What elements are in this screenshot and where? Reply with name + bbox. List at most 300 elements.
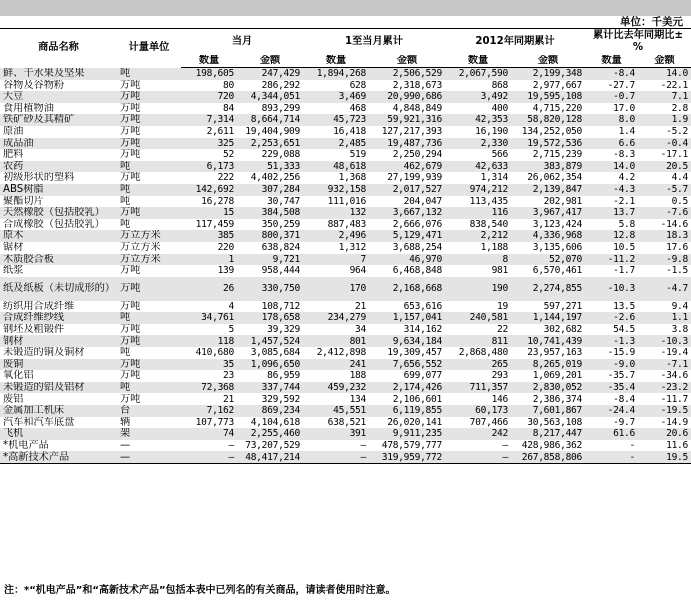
cumulative-amount: 6,468,848 xyxy=(369,265,445,277)
table-row xyxy=(0,312,691,324)
header-prior-year: 2012年同期累计 xyxy=(445,29,585,56)
header-current-month: 当月 xyxy=(181,29,303,56)
month-qty: 118 xyxy=(181,335,237,347)
cumulative-amount: 5,129,471 xyxy=(369,230,445,242)
yoy-amount: -5.2 xyxy=(638,126,691,138)
prior-amount: 10,741,439 xyxy=(511,335,585,347)
cumulative-qty: 468 xyxy=(303,103,369,115)
yoy-amount: 7.1 xyxy=(638,91,691,103)
cumulative-qty: 519 xyxy=(303,149,369,161)
month-amount: 350,259 xyxy=(237,219,303,231)
prior-amount: 1,069,201 xyxy=(511,370,585,382)
header-unit: 计量单位 xyxy=(117,29,181,68)
cumulative-qty: 45,723 xyxy=(303,114,369,126)
row-name: 谷物及谷物粉 xyxy=(0,80,117,92)
row-name: 聚酯切片 xyxy=(0,196,117,208)
row-name: 钢坯及粗锻件 xyxy=(0,324,117,336)
month-amount: 108,712 xyxy=(237,301,303,313)
row-name: 纺织用合成纤维 xyxy=(0,301,117,313)
yoy-qty: -9.7 xyxy=(585,417,638,429)
cumulative-qty: 2,485 xyxy=(303,138,369,150)
month-qty: 52 xyxy=(181,149,237,161)
header-qty: 数量 xyxy=(181,55,237,68)
table-row xyxy=(0,230,691,242)
row-unit: 万吨 xyxy=(117,103,181,115)
yoy-amount: -7.1 xyxy=(638,359,691,371)
yoy-qty: 10.5 xyxy=(585,242,638,254)
month-qty: 107,773 xyxy=(181,417,237,429)
prior-qty: 16,190 xyxy=(445,126,511,138)
header-amount: 金额 xyxy=(638,55,691,68)
yoy-qty: -27.7 xyxy=(585,80,638,92)
table-row xyxy=(0,172,691,184)
yoy-qty: 13.7 xyxy=(585,207,638,219)
row-name: 原油 xyxy=(0,126,117,138)
prior-amount: 7,601,867 xyxy=(511,405,585,417)
yoy-qty: 61.6 xyxy=(585,428,638,440)
month-amount: 39,329 xyxy=(237,324,303,336)
cumulative-amount: 2,250,294 xyxy=(369,149,445,161)
month-amount: 178,658 xyxy=(237,312,303,324)
table-row xyxy=(0,219,691,231)
prior-amount: 2,715,239 xyxy=(511,149,585,161)
cumulative-qty: 801 xyxy=(303,335,369,347)
month-qty: 15 xyxy=(181,207,237,219)
month-qty: 84 xyxy=(181,103,237,115)
cumulative-qty: 1,894,268 xyxy=(303,68,369,80)
top-band xyxy=(0,0,691,16)
row-unit: 吨 xyxy=(117,312,181,324)
table-row xyxy=(0,103,691,115)
row-unit: 万吨 xyxy=(117,207,181,219)
row-unit: 吨 xyxy=(117,347,181,359)
month-amount: 73,207,529 xyxy=(237,440,303,452)
row-unit: 万吨 xyxy=(117,324,181,336)
cumulative-qty: 391 xyxy=(303,428,369,440)
prior-qty: 42,633 xyxy=(445,161,511,173)
yoy-amount: -1.5 xyxy=(638,265,691,277)
table-row xyxy=(0,370,691,382)
yoy-qty: -1.7 xyxy=(585,265,638,277)
cumulative-amount: 127,217,393 xyxy=(369,126,445,138)
prior-qty: 811 xyxy=(445,335,511,347)
row-name: 农药 xyxy=(0,161,117,173)
month-amount: 958,444 xyxy=(237,265,303,277)
table-row xyxy=(0,405,691,417)
prior-qty: 981 xyxy=(445,265,511,277)
table-row xyxy=(0,254,691,266)
table-row xyxy=(0,359,691,371)
yoy-qty: -2.6 xyxy=(585,312,638,324)
row-unit: 吨 xyxy=(117,219,181,231)
month-qty: 142,692 xyxy=(181,184,237,196)
yoy-amount: -14.6 xyxy=(638,219,691,231)
yoy-amount: 3.8 xyxy=(638,324,691,336)
month-qty: 139 xyxy=(181,265,237,277)
cumulative-amount: 204,047 xyxy=(369,196,445,208)
prior-amount: 58,820,128 xyxy=(511,114,585,126)
row-unit: — xyxy=(117,451,181,463)
yoy-qty: -24.4 xyxy=(585,405,638,417)
cumulative-amount: 3,688,254 xyxy=(369,242,445,254)
row-unit: 万吨 xyxy=(117,393,181,405)
table-row xyxy=(0,335,691,347)
table-row xyxy=(0,207,691,219)
month-amount: 307,284 xyxy=(237,184,303,196)
month-amount: 1,096,650 xyxy=(237,359,303,371)
table-row xyxy=(0,68,691,80)
month-qty: 16,278 xyxy=(181,196,237,208)
row-unit: 辆 xyxy=(117,417,181,429)
month-qty: 6,173 xyxy=(181,161,237,173)
table-row xyxy=(0,393,691,405)
footnote: 注：*“机电产品”和“高新技术产品”包括本表中已列名的有关商品，请读者使用时注意。 xyxy=(4,585,396,596)
row-unit: 万吨 xyxy=(117,172,181,184)
header-qty: 数量 xyxy=(303,55,369,68)
row-name: 未锻造的铝及铝材 xyxy=(0,382,117,394)
prior-amount: 3,123,424 xyxy=(511,219,585,231)
table-row xyxy=(0,138,691,150)
cumulative-qty: 134 xyxy=(303,393,369,405)
row-unit: 万吨 xyxy=(117,91,181,103)
table-row xyxy=(0,277,691,301)
prior-qty: — xyxy=(445,440,511,452)
yoy-amount: -23.2 xyxy=(638,382,691,394)
row-unit: — xyxy=(117,440,181,452)
cumulative-amount: 7,656,552 xyxy=(369,359,445,371)
month-amount: 19,404,909 xyxy=(237,126,303,138)
prior-amount: 267,858,806 xyxy=(511,451,585,463)
month-qty: 72,368 xyxy=(181,382,237,394)
cumulative-qty: 111,016 xyxy=(303,196,369,208)
yoy-qty: - xyxy=(585,440,638,452)
prior-qty: 2,330 xyxy=(445,138,511,150)
table-row xyxy=(0,242,691,254)
cumulative-qty: — xyxy=(303,451,369,463)
month-qty: 7,162 xyxy=(181,405,237,417)
table-row xyxy=(0,301,691,313)
yoy-qty: -0.7 xyxy=(585,91,638,103)
row-unit: 架 xyxy=(117,428,181,440)
prior-amount: 52,070 xyxy=(511,254,585,266)
row-name: 钢材 xyxy=(0,335,117,347)
yoy-amount: -14.9 xyxy=(638,417,691,429)
month-amount: 30,747 xyxy=(237,196,303,208)
month-qty: 117,459 xyxy=(181,219,237,231)
table-row xyxy=(0,382,691,394)
table-row xyxy=(0,347,691,359)
row-name: *机电产品 xyxy=(0,440,117,452)
prior-qty: — xyxy=(445,451,511,463)
yoy-amount: -19.4 xyxy=(638,347,691,359)
prior-qty: 19 xyxy=(445,301,511,313)
month-amount: 4,402,256 xyxy=(237,172,303,184)
row-unit: 万吨 xyxy=(117,265,181,277)
month-amount: 1,457,524 xyxy=(237,335,303,347)
yoy-qty: -1.3 xyxy=(585,335,638,347)
yoy-amount: -34.6 xyxy=(638,370,691,382)
prior-qty: 146 xyxy=(445,393,511,405)
prior-amount: 4,715,220 xyxy=(511,103,585,115)
prior-amount: 134,252,050 xyxy=(511,126,585,138)
row-name: *高新技术产品 xyxy=(0,451,117,463)
yoy-qty: 17.0 xyxy=(585,103,638,115)
header-cumulative: 1至当月累计 xyxy=(303,29,445,56)
row-name: 氧化铝 xyxy=(0,370,117,382)
row-unit: 吨 xyxy=(117,382,181,394)
cumulative-qty: 3,469 xyxy=(303,91,369,103)
table-row xyxy=(0,265,691,277)
header-amount: 金额 xyxy=(237,55,303,68)
row-unit: 万吨 xyxy=(117,370,181,382)
month-qty: 26 xyxy=(181,277,237,301)
prior-amount: 2,977,667 xyxy=(511,80,585,92)
prior-qty: 3,492 xyxy=(445,91,511,103)
row-name: 合成纤维纱线 xyxy=(0,312,117,324)
yoy-amount: -22.1 xyxy=(638,80,691,92)
prior-amount: 3,135,606 xyxy=(511,242,585,254)
table-row xyxy=(0,184,691,196)
cumulative-amount: 1,157,041 xyxy=(369,312,445,324)
prior-amount: 428,986,362 xyxy=(511,440,585,452)
prior-qty: 1,314 xyxy=(445,172,511,184)
yoy-amount: 14.0 xyxy=(638,68,691,80)
prior-qty: 42,353 xyxy=(445,114,511,126)
month-qty: 4 xyxy=(181,301,237,313)
month-amount: 86,959 xyxy=(237,370,303,382)
cumulative-amount: 462,679 xyxy=(369,161,445,173)
cumulative-qty: 459,232 xyxy=(303,382,369,394)
row-unit: 万吨 xyxy=(117,277,181,301)
row-unit: 万立方米 xyxy=(117,254,181,266)
month-qty: 35 xyxy=(181,359,237,371)
month-qty: 34,761 xyxy=(181,312,237,324)
month-qty: 220 xyxy=(181,242,237,254)
row-unit: 万吨 xyxy=(117,301,181,313)
cumulative-qty: 2,496 xyxy=(303,230,369,242)
prior-amount: 383,879 xyxy=(511,161,585,173)
header-qty: 数量 xyxy=(445,55,511,68)
cumulative-qty: 34 xyxy=(303,324,369,336)
row-unit: 万立方米 xyxy=(117,242,181,254)
row-unit: 万吨 xyxy=(117,335,181,347)
cumulative-amount: 26,020,141 xyxy=(369,417,445,429)
month-amount: 8,664,714 xyxy=(237,114,303,126)
prior-amount: 19,595,108 xyxy=(511,91,585,103)
table-row xyxy=(0,149,691,161)
cumulative-amount: 9,634,184 xyxy=(369,335,445,347)
cumulative-qty: 887,483 xyxy=(303,219,369,231)
yoy-qty: 13.5 xyxy=(585,301,638,313)
yoy-amount: 0.5 xyxy=(638,196,691,208)
table-row xyxy=(0,324,691,336)
row-name: 肥料 xyxy=(0,149,117,161)
table-row xyxy=(0,114,691,126)
table-row xyxy=(0,91,691,103)
table-row xyxy=(0,196,691,208)
table-row xyxy=(0,126,691,138)
yoy-qty: -10.3 xyxy=(585,277,638,301)
header-qty: 数量 xyxy=(585,55,638,68)
cumulative-amount: 2,506,529 xyxy=(369,68,445,80)
row-unit: 万吨 xyxy=(117,138,181,150)
row-name: 食用植物油 xyxy=(0,103,117,115)
row-name: 锯材 xyxy=(0,242,117,254)
row-unit: 吨 xyxy=(117,184,181,196)
month-qty: 720 xyxy=(181,91,237,103)
yoy-amount: -17.1 xyxy=(638,149,691,161)
prior-qty: 868 xyxy=(445,80,511,92)
prior-amount: 26,062,354 xyxy=(511,172,585,184)
prior-qty: 838,540 xyxy=(445,219,511,231)
month-qty: 5 xyxy=(181,324,237,336)
yoy-amount: 1.1 xyxy=(638,312,691,324)
month-amount: 286,292 xyxy=(237,80,303,92)
unit-label: 单位：千美元 xyxy=(620,16,683,28)
prior-qty: 293 xyxy=(445,370,511,382)
prior-amount: 2,386,374 xyxy=(511,393,585,405)
month-qty: 23 xyxy=(181,370,237,382)
cumulative-amount: 478,579,777 xyxy=(369,440,445,452)
yoy-qty: 8.0 xyxy=(585,114,638,126)
cumulative-amount: 27,199,939 xyxy=(369,172,445,184)
yoy-amount: -0.4 xyxy=(638,138,691,150)
cumulative-amount: 59,921,316 xyxy=(369,114,445,126)
yoy-amount: 11.6 xyxy=(638,440,691,452)
month-qty: 2,611 xyxy=(181,126,237,138)
cumulative-qty: 638,521 xyxy=(303,417,369,429)
prior-qty: 711,357 xyxy=(445,382,511,394)
row-unit: 台 xyxy=(117,405,181,417)
cumulative-qty: 7 xyxy=(303,254,369,266)
month-amount: 384,508 xyxy=(237,207,303,219)
prior-qty: 240,581 xyxy=(445,312,511,324)
row-unit: 万吨 xyxy=(117,359,181,371)
prior-amount: 23,957,163 xyxy=(511,347,585,359)
month-qty: — xyxy=(181,451,237,463)
cumulative-qty: 964 xyxy=(303,265,369,277)
prior-amount: 4,336,968 xyxy=(511,230,585,242)
prior-qty: 400 xyxy=(445,103,511,115)
yoy-amount: -9.8 xyxy=(638,254,691,266)
yoy-amount: -4.7 xyxy=(638,277,691,301)
cumulative-qty: 2,412,898 xyxy=(303,347,369,359)
yoy-qty: - xyxy=(585,451,638,463)
cumulative-qty: 234,279 xyxy=(303,312,369,324)
row-name: 废铝 xyxy=(0,393,117,405)
yoy-qty: 4.2 xyxy=(585,172,638,184)
yoy-qty: 54.5 xyxy=(585,324,638,336)
yoy-qty: 14.0 xyxy=(585,161,638,173)
row-name: 成品油 xyxy=(0,138,117,150)
row-unit: 万吨 xyxy=(117,149,181,161)
yoy-qty: 5.8 xyxy=(585,219,638,231)
month-qty: 21 xyxy=(181,393,237,405)
row-name: 汽车和汽车底盘 xyxy=(0,417,117,429)
yoy-amount: 17.6 xyxy=(638,242,691,254)
yoy-amount: 20.6 xyxy=(638,428,691,440)
cumulative-qty: 48,618 xyxy=(303,161,369,173)
cumulative-amount: 2,318,673 xyxy=(369,80,445,92)
cumulative-amount: 2,666,076 xyxy=(369,219,445,231)
yoy-qty: -8.4 xyxy=(585,68,638,80)
prior-qty: 974,212 xyxy=(445,184,511,196)
cumulative-amount: 2,174,426 xyxy=(369,382,445,394)
yoy-qty: -15.9 xyxy=(585,347,638,359)
row-name: 原木 xyxy=(0,230,117,242)
yoy-qty: -2.1 xyxy=(585,196,638,208)
yoy-amount: 20.5 xyxy=(638,161,691,173)
yoy-amount: -19.5 xyxy=(638,405,691,417)
cumulative-qty: 188 xyxy=(303,370,369,382)
yoy-amount: 4.4 xyxy=(638,172,691,184)
table-row xyxy=(0,161,691,173)
cumulative-qty: 21 xyxy=(303,301,369,313)
prior-amount: 2,139,847 xyxy=(511,184,585,196)
month-amount: 4,344,051 xyxy=(237,91,303,103)
cumulative-amount: 699,077 xyxy=(369,370,445,382)
prior-qty: 2,067,590 xyxy=(445,68,511,80)
row-unit: 万吨 xyxy=(117,114,181,126)
cumulative-amount: 46,970 xyxy=(369,254,445,266)
month-amount: 329,592 xyxy=(237,393,303,405)
yoy-amount: 18.3 xyxy=(638,230,691,242)
cumulative-amount: 314,162 xyxy=(369,324,445,336)
prior-amount: 2,830,052 xyxy=(511,382,585,394)
month-amount: 9,721 xyxy=(237,254,303,266)
cumulative-qty: 170 xyxy=(303,277,369,301)
month-qty: 385 xyxy=(181,230,237,242)
prior-qty: 22 xyxy=(445,324,511,336)
prior-qty: 2,212 xyxy=(445,230,511,242)
cumulative-amount: 3,667,132 xyxy=(369,207,445,219)
cumulative-amount: 2,106,601 xyxy=(369,393,445,405)
cumulative-qty: 16,418 xyxy=(303,126,369,138)
cumulative-qty: 1,312 xyxy=(303,242,369,254)
row-unit: 吨 xyxy=(117,161,181,173)
month-qty: 1 xyxy=(181,254,237,266)
month-qty: 80 xyxy=(181,80,237,92)
yoy-qty: -9.0 xyxy=(585,359,638,371)
prior-amount: 1,144,197 xyxy=(511,312,585,324)
prior-amount: 30,563,108 xyxy=(511,417,585,429)
row-name: 纸浆 xyxy=(0,265,117,277)
table-row xyxy=(0,428,691,440)
prior-qty: 265 xyxy=(445,359,511,371)
row-name: 飞机 xyxy=(0,428,117,440)
prior-qty: 707,466 xyxy=(445,417,511,429)
yoy-qty: -4.3 xyxy=(585,184,638,196)
prior-amount: 8,217,447 xyxy=(511,428,585,440)
table-row xyxy=(0,80,691,92)
prior-qty: 242 xyxy=(445,428,511,440)
month-amount: 2,253,651 xyxy=(237,138,303,150)
row-name: 废铜 xyxy=(0,359,117,371)
month-qty: 74 xyxy=(181,428,237,440)
yoy-qty: -8.4 xyxy=(585,393,638,405)
yoy-qty: 1.4 xyxy=(585,126,638,138)
cumulative-amount: 2,017,527 xyxy=(369,184,445,196)
month-amount: 229,088 xyxy=(237,149,303,161)
table-body xyxy=(0,68,691,464)
month-amount: 4,104,618 xyxy=(237,417,303,429)
row-name: 纸及纸板（未切成形的） xyxy=(0,277,117,301)
yoy-amount: -5.7 xyxy=(638,184,691,196)
table-row xyxy=(0,417,691,429)
row-name: ABS树脂 xyxy=(0,184,117,196)
cumulative-qty: 241 xyxy=(303,359,369,371)
prior-qty: 116 xyxy=(445,207,511,219)
